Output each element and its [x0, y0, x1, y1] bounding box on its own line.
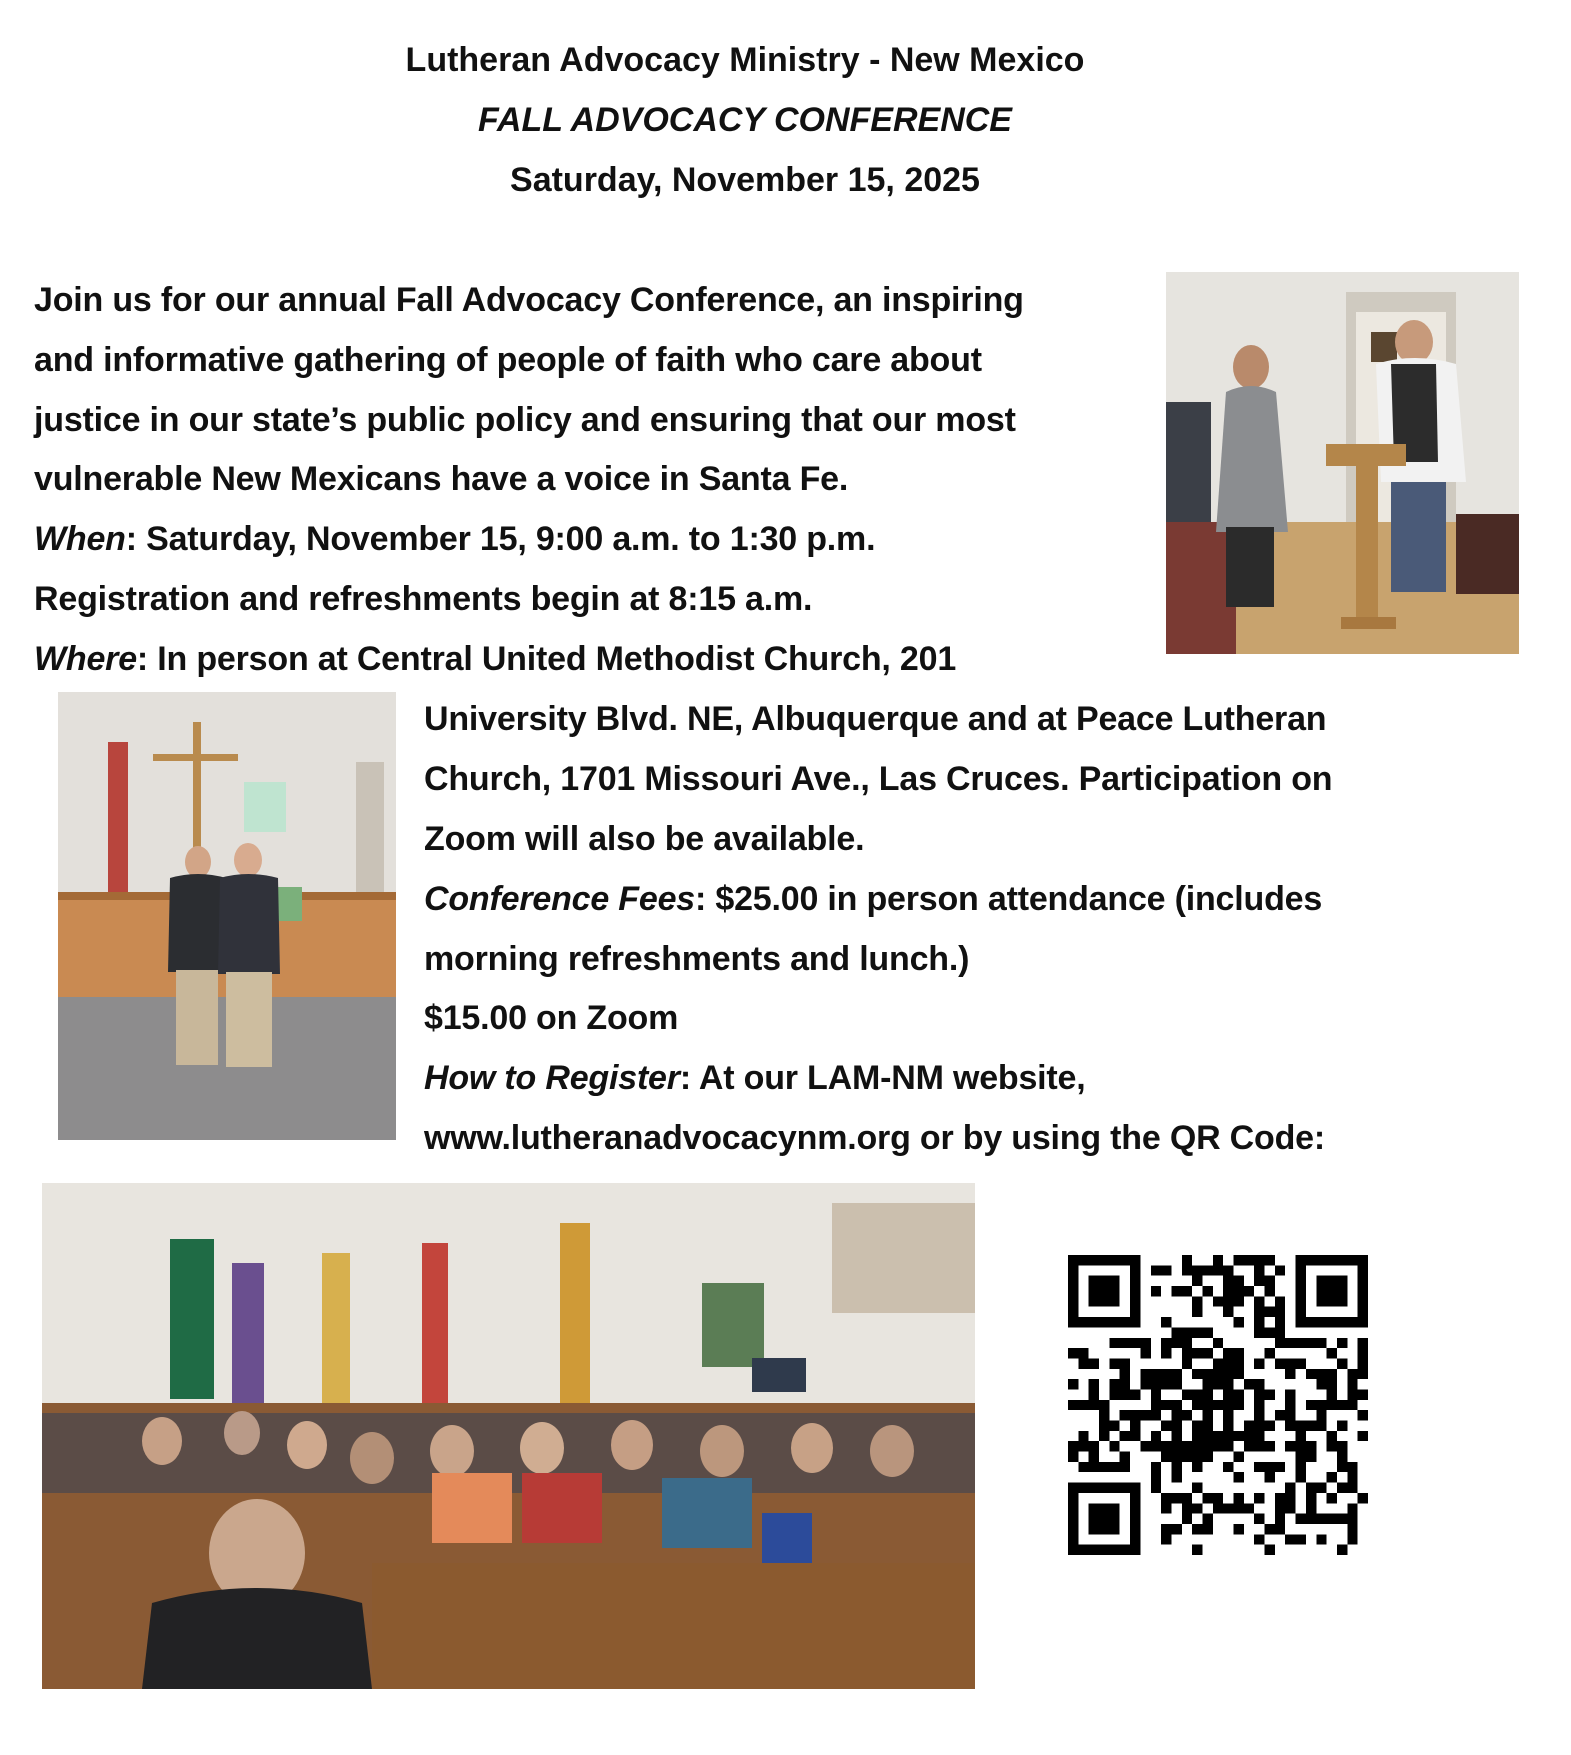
fees-line: [424, 879, 1322, 919]
when-label: When: [34, 520, 126, 558]
where-line: [34, 639, 956, 679]
register-qr-code[interactable]: [1068, 1255, 1368, 1555]
fees-line-2: morning refreshments and lunch.): [424, 940, 970, 978]
photo-sanctuary-two-men: [58, 692, 396, 1140]
register-url-line: www.lutheranadvocacynm.org or by using the QR Code:: [424, 1119, 1325, 1157]
when-text: : Saturday, November 15, 9:00 a.m. to 1:30 p.m.: [125, 520, 876, 558]
intro-line-4: vulnerable New Mexicans have a voice in Santa Fe.: [34, 460, 849, 498]
photo-sanctuary-image: [58, 692, 396, 1140]
when-line: [34, 519, 875, 559]
intro-line-3: justice in our state’s public policy and ensuring that our most: [34, 401, 1016, 439]
where-line-4: Zoom will also be available.: [424, 820, 865, 858]
where-label: Where: [34, 640, 137, 678]
photo-speakers-podium-image: [1166, 272, 1519, 654]
where-line-3: Church, 1701 Missouri Ave., Las Cruces. Participation on: [424, 760, 1333, 798]
intro-line-1: Join us for our annual Fall Advocacy Conference, an inspiring: [34, 281, 1024, 319]
where-line-2: University Blvd. NE, Albuquerque and at Peace Lutheran: [424, 700, 1327, 738]
fees-label: Conference Fees: [424, 880, 695, 918]
photo-conference-audience: [42, 1183, 975, 1689]
event-date: Saturday, November 15, 2025: [510, 161, 980, 199]
registration-note: Registration and refreshments begin at 8:15 a.m.: [34, 580, 813, 618]
where-text: : In person at Central United Methodist Church, 201: [136, 640, 957, 678]
intro-line-2: and informative gathering of people of faith who care about: [34, 341, 982, 379]
register-text: : At our LAM-NM website,: [679, 1059, 1086, 1097]
photo-audience-image: [42, 1183, 975, 1689]
register-line: [424, 1058, 1086, 1098]
event-title: FALL ADVOCACY CONFERENCE: [478, 101, 1012, 139]
org-name: Lutheran Advocacy Ministry - New Mexico: [405, 41, 1085, 79]
fees-zoom: $15.00 on Zoom: [424, 999, 679, 1037]
fees-text: : $25.00 in person attendance (includes: [695, 880, 1323, 918]
register-label: How to Register: [424, 1059, 680, 1097]
photo-speakers-podium: [1166, 272, 1519, 654]
